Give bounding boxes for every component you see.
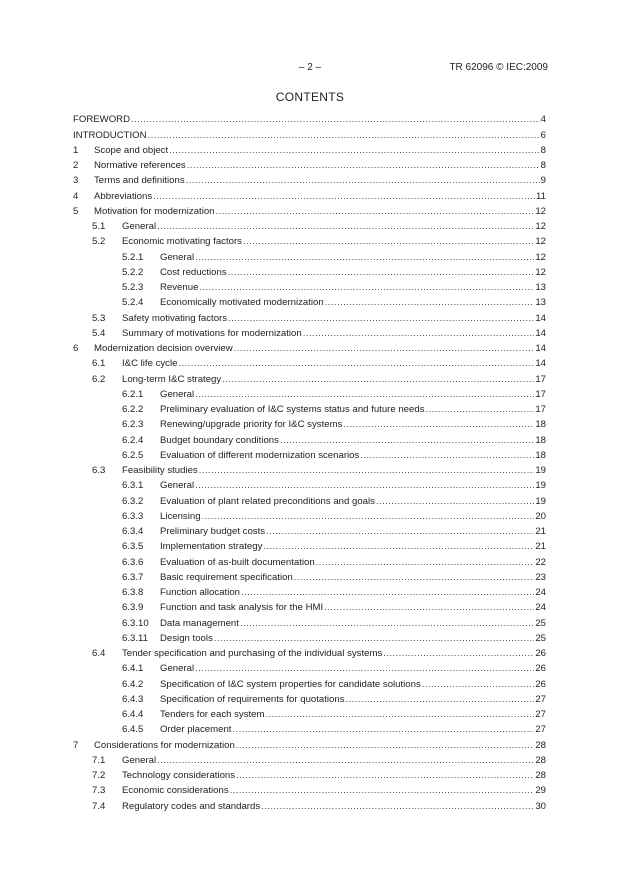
toc-entry-page: 18 [535, 434, 546, 446]
toc-dot-leader [195, 252, 534, 264]
toc-entry[interactable] [73, 248, 546, 263]
toc-entry[interactable] [73, 630, 546, 645]
toc-entry-page: 29 [535, 785, 546, 797]
toc-entry[interactable] [73, 675, 546, 690]
toc-entry[interactable] [73, 187, 546, 202]
toc-entry-number: 5 [73, 205, 79, 217]
toc-entry-page: 12 [535, 221, 546, 232]
toc-entry-title: Technology considerations [122, 770, 236, 781]
toc-dot-leader [202, 511, 535, 523]
toc-entry-title: Function allocation [160, 587, 240, 598]
toc-entry[interactable] [73, 782, 546, 797]
toc-dot-leader [131, 114, 540, 126]
toc-entry[interactable] [73, 401, 546, 416]
toc-dot-leader [280, 435, 534, 447]
toc-dot-leader [426, 404, 535, 416]
toc-dot-leader [422, 679, 535, 691]
toc-entry-page: 19 [535, 495, 546, 507]
toc-entry[interactable] [73, 325, 546, 340]
toc-dot-leader [195, 389, 534, 401]
toc-entry-title: Economic considerations [122, 785, 229, 797]
toc-entry[interactable] [73, 447, 546, 462]
toc-entry-number: 6.2.2 [122, 404, 144, 415]
toc-entry[interactable] [73, 721, 546, 736]
toc-entry-number: 6.3.9 [122, 602, 144, 614]
toc-entry-title: Evaluation of plant related preconditions and goals [160, 495, 375, 507]
toc-entry-number: 2 [73, 160, 79, 171]
toc-entry[interactable] [73, 172, 546, 187]
toc-entry-page: 17 [535, 373, 546, 385]
toc-dot-leader [376, 496, 534, 508]
toc-entry-title: INTRODUCTION [73, 129, 147, 141]
toc-entry[interactable] [73, 752, 546, 767]
toc-entry-number: 7 [73, 739, 79, 751]
document-id: TR 62096 © IEC:2009 [449, 62, 548, 73]
toc-dot-leader [240, 618, 534, 630]
toc-entry-number: 6.3.11 [122, 632, 148, 644]
toc-entry-page: 14 [535, 343, 546, 354]
toc-entry-title: Tender specification and purchasing of the individual systems [122, 648, 383, 659]
toc-entry-number: 6.3.8 [122, 587, 144, 598]
toc-entry-page: 12 [535, 205, 546, 217]
toc-entry[interactable] [73, 126, 546, 141]
toc-entry-page: 12 [535, 236, 546, 248]
toc-dot-leader [153, 191, 535, 203]
toc-entry-page: 28 [535, 754, 546, 766]
toc-entry-number: 6.2.5 [122, 449, 144, 461]
toc-dot-leader [195, 480, 534, 492]
toc-dot-leader [186, 175, 540, 187]
toc-entry[interactable] [73, 523, 546, 538]
toc-entry-page: 18 [535, 419, 546, 431]
toc-entry-page: 30 [535, 800, 546, 812]
toc-entry-number: 7.1 [92, 754, 106, 766]
toc-entry-title: Renewing/upgrade priority for I&C systems [160, 419, 343, 431]
toc-dot-leader [346, 694, 535, 706]
toc-dot-leader [383, 648, 534, 660]
toc-entry-title: Safety motivating factors [122, 312, 228, 324]
toc-entry[interactable] [73, 660, 546, 675]
toc-dot-leader [294, 572, 535, 584]
toc-dot-leader [199, 465, 535, 477]
toc-entry[interactable] [73, 599, 546, 614]
toc-entry-title: General [122, 754, 157, 766]
toc-entry[interactable] [73, 691, 546, 706]
toc-entry-number: 7.4 [92, 800, 106, 812]
toc-entry-title: Licensing [160, 510, 201, 522]
toc-entry[interactable] [73, 538, 546, 553]
toc-entry-title: Economic motivating factors [122, 236, 242, 248]
toc-entry-number: 1 [73, 144, 79, 156]
toc-entry[interactable] [73, 203, 546, 218]
toc-entry-title: Evaluation of as-built documentation [160, 556, 315, 568]
toc-dot-leader [266, 709, 535, 721]
toc-dot-leader [169, 145, 540, 157]
toc-entry[interactable] [73, 462, 546, 477]
toc-entry[interactable] [73, 614, 546, 629]
toc-entry-page: 12 [535, 266, 546, 278]
toc-entry-number: 6.4 [92, 648, 106, 659]
toc-entry-title: Abbreviations [94, 190, 153, 202]
toc-entry-number: 5.4 [92, 327, 106, 339]
toc-entry[interactable] [73, 370, 546, 385]
toc-entry-title: Revenue [160, 282, 199, 293]
toc-entry-title: Considerations for modernization [94, 739, 235, 751]
toc-dot-leader [324, 602, 534, 614]
toc-entry-title: Budget boundary conditions [160, 434, 279, 446]
toc-dot-leader [157, 221, 534, 233]
toc-dot-leader [195, 663, 534, 675]
toc-dot-leader [199, 282, 534, 294]
toc-dot-leader [230, 785, 535, 797]
toc-entry[interactable] [73, 340, 546, 355]
toc-entry-number: 6.4.4 [122, 709, 144, 720]
toc-entry-number: 6.4.3 [122, 693, 144, 705]
toc-entry-page: 21 [535, 526, 546, 537]
toc-entry-title: Feasibility studies [122, 465, 198, 476]
toc-entry-page: 22 [535, 556, 546, 568]
toc-dot-leader [325, 297, 535, 309]
toc-entry-number: 6.4.1 [122, 663, 144, 675]
toc-entry-title: Specification of I&C system properties for candidate solutions [160, 678, 421, 690]
toc-entry-page: 19 [535, 480, 546, 492]
toc-entry-page: 23 [535, 571, 546, 583]
toc-entry-number: 3 [73, 175, 79, 187]
toc-entry-title: Economically motivated modernization [160, 297, 324, 309]
toc-entry[interactable] [73, 355, 546, 370]
toc-dot-leader [316, 557, 535, 569]
toc-entry-number: 6.3.3 [122, 510, 144, 522]
toc-dot-leader [232, 724, 534, 736]
toc-entry-title: Cost reductions [160, 266, 227, 278]
table-of-contents [73, 111, 546, 813]
toc-entry-page: 27 [535, 709, 546, 720]
toc-entry-number: 6.3.10 [122, 617, 149, 629]
toc-dot-leader [263, 541, 534, 553]
toc-entry[interactable] [73, 645, 546, 660]
toc-entry-title: Preliminary evaluation of I&C systems status and future needs [160, 404, 425, 415]
toc-entry-title: General [122, 221, 157, 232]
toc-dot-leader [236, 740, 535, 752]
toc-entry[interactable] [73, 233, 546, 248]
toc-entry-title: Regulatory codes and standards [122, 800, 261, 812]
toc-entry-number: 5.2.2 [122, 266, 144, 278]
toc-entry-page: 25 [535, 617, 546, 629]
toc-entry-page: 9 [540, 175, 546, 187]
toc-entry-page: 11 [536, 190, 546, 202]
toc-entry-title: Data management [160, 617, 239, 629]
toc-entry-page: 20 [535, 510, 546, 522]
toc-dot-leader [187, 160, 540, 172]
toc-entry-number: 6.3.5 [122, 541, 144, 553]
toc-entry-number: 6.3.7 [122, 571, 144, 583]
toc-entry-page: 4 [540, 114, 546, 126]
toc-entry[interactable] [73, 508, 546, 523]
toc-entry-page: 17 [535, 388, 546, 400]
toc-entry-page: 8 [540, 160, 546, 171]
toc-entry[interactable] [73, 797, 546, 812]
toc-entry[interactable] [73, 264, 546, 279]
toc-entry[interactable] [73, 386, 546, 401]
toc-entry-number: 7.2 [92, 770, 106, 781]
toc-entry-title: Evaluation of different modernization scenarios [160, 449, 360, 461]
toc-entry-page: 14 [535, 312, 546, 324]
toc-entry[interactable] [73, 416, 546, 431]
toc-entry-number: 5.1 [92, 221, 106, 232]
toc-entry[interactable] [73, 553, 546, 568]
toc-entry[interactable] [73, 431, 546, 446]
toc-dot-leader [214, 633, 535, 645]
toc-entry-page: 26 [535, 663, 546, 675]
toc-dot-leader [148, 130, 540, 142]
toc-entry-title: Modernization decision overview [94, 343, 233, 354]
toc-entry-page: 18 [535, 449, 546, 461]
toc-entry-page: 26 [535, 648, 546, 659]
toc-dot-leader [228, 267, 535, 279]
toc-entry-title: Design tools [160, 632, 213, 644]
toc-entry[interactable] [73, 584, 546, 599]
toc-entry-number: 6.2.1 [122, 388, 144, 400]
toc-entry-page: 25 [535, 632, 546, 644]
toc-entry[interactable] [73, 477, 546, 492]
toc-entry-number: 6.3.2 [122, 495, 144, 507]
toc-entry[interactable] [73, 492, 546, 507]
toc-entry-title: Motivation for modernization [94, 205, 215, 217]
toc-entry-title: General [160, 663, 195, 675]
toc-entry-title: Normative references [94, 160, 186, 171]
toc-entry-title: Scope and object [94, 144, 169, 156]
toc-dot-leader [261, 801, 534, 813]
toc-entry-page: 17 [535, 404, 546, 415]
toc-entry[interactable] [73, 736, 546, 751]
toc-entry-number: 6.2.4 [122, 434, 144, 446]
toc-dot-leader [228, 313, 534, 325]
toc-entry-title: FOREWORD [73, 114, 131, 126]
toc-dot-leader [222, 374, 534, 386]
toc-entry-number: 6.3.6 [122, 556, 144, 568]
toc-entry-title: Preliminary budget costs [160, 526, 266, 537]
toc-entry-page: 28 [535, 739, 546, 751]
toc-entry-page: 14 [535, 358, 546, 370]
toc-entry-number: 6.1 [92, 358, 106, 370]
toc-entry-page: 28 [535, 770, 546, 781]
toc-entry[interactable] [73, 157, 546, 172]
toc-entry[interactable] [73, 309, 546, 324]
toc-entry-page: 14 [535, 327, 546, 339]
toc-dot-leader [241, 587, 534, 599]
toc-entry-page: 13 [535, 282, 546, 293]
toc-entry-number: 6.2 [92, 373, 106, 385]
toc-dot-leader [266, 526, 534, 538]
toc-entry-number: 6.3.4 [122, 526, 144, 537]
toc-entry-page: 21 [535, 541, 546, 553]
toc-entry-page: 27 [535, 724, 546, 736]
toc-entry[interactable] [73, 767, 546, 782]
toc-entry-number: 6.3.1 [122, 480, 144, 492]
toc-entry-title: Function and task analysis for the HMI [160, 602, 324, 614]
toc-entry-title: Long-term I&C strategy [122, 373, 222, 385]
toc-entry[interactable] [73, 706, 546, 721]
toc-entry-title: General [160, 480, 195, 492]
toc-dot-leader [243, 236, 534, 248]
toc-entry-page: 24 [535, 602, 546, 614]
toc-entry-title: Implementation strategy [160, 541, 263, 553]
toc-entry-number: 5.2.1 [122, 251, 144, 263]
toc-entry[interactable] [73, 294, 546, 309]
toc-dot-leader [178, 358, 534, 370]
toc-entry-page: 12 [535, 251, 546, 263]
toc-entry-title: I&C life cycle [122, 358, 178, 370]
toc-entry-page: 19 [535, 465, 546, 476]
toc-entry-page: 26 [535, 678, 546, 690]
toc-entry-number: 6.2.3 [122, 419, 144, 431]
toc-entry-number: 6.4.5 [122, 724, 144, 736]
toc-dot-leader [303, 328, 535, 340]
toc-entry-title: Tenders for each system [160, 709, 265, 720]
toc-entry-title: General [160, 388, 195, 400]
toc-entry-number: 5.2.3 [122, 282, 144, 293]
toc-entry-title: Summary of motivations for modernization [122, 327, 302, 339]
toc-entry-number: 5.3 [92, 312, 106, 324]
toc-entry[interactable] [73, 218, 546, 233]
toc-entry-title: General [160, 251, 195, 263]
toc-entry-title: Terms and definitions [94, 175, 185, 187]
toc-entry-number: 6.4.2 [122, 678, 144, 690]
toc-entry-page: 13 [535, 297, 546, 309]
toc-entry-number: 6.3 [92, 465, 106, 476]
toc-entry[interactable] [73, 142, 546, 157]
toc-entry-title: Basic requirement specification [160, 571, 293, 583]
toc-entry-number: 5.2.4 [122, 297, 144, 309]
toc-dot-leader [216, 206, 535, 218]
toc-entry[interactable] [73, 279, 546, 294]
toc-dot-leader [157, 755, 534, 767]
toc-entry-page: 8 [540, 144, 546, 156]
toc-dot-leader [360, 450, 534, 462]
toc-dot-leader [234, 343, 535, 355]
toc-entry-page: 27 [535, 693, 546, 705]
toc-entry-number: 4 [73, 190, 79, 202]
page-title: CONTENTS [275, 90, 345, 104]
toc-entry-title: Specification of requirements for quotations [160, 693, 345, 705]
toc-entry-page: 24 [535, 587, 546, 598]
toc-entry-number: 6 [73, 343, 79, 354]
toc-entry-title: Order placement [160, 724, 232, 736]
toc-dot-leader [343, 419, 534, 431]
toc-entry[interactable] [73, 569, 546, 584]
toc-entry-number: 7.3 [92, 785, 106, 797]
page-number: – 2 – [298, 62, 322, 73]
toc-entry-number: 5.2 [92, 236, 106, 248]
toc-dot-leader [236, 770, 534, 782]
toc-entry-page: 6 [540, 129, 546, 141]
toc-entry[interactable] [73, 111, 546, 126]
